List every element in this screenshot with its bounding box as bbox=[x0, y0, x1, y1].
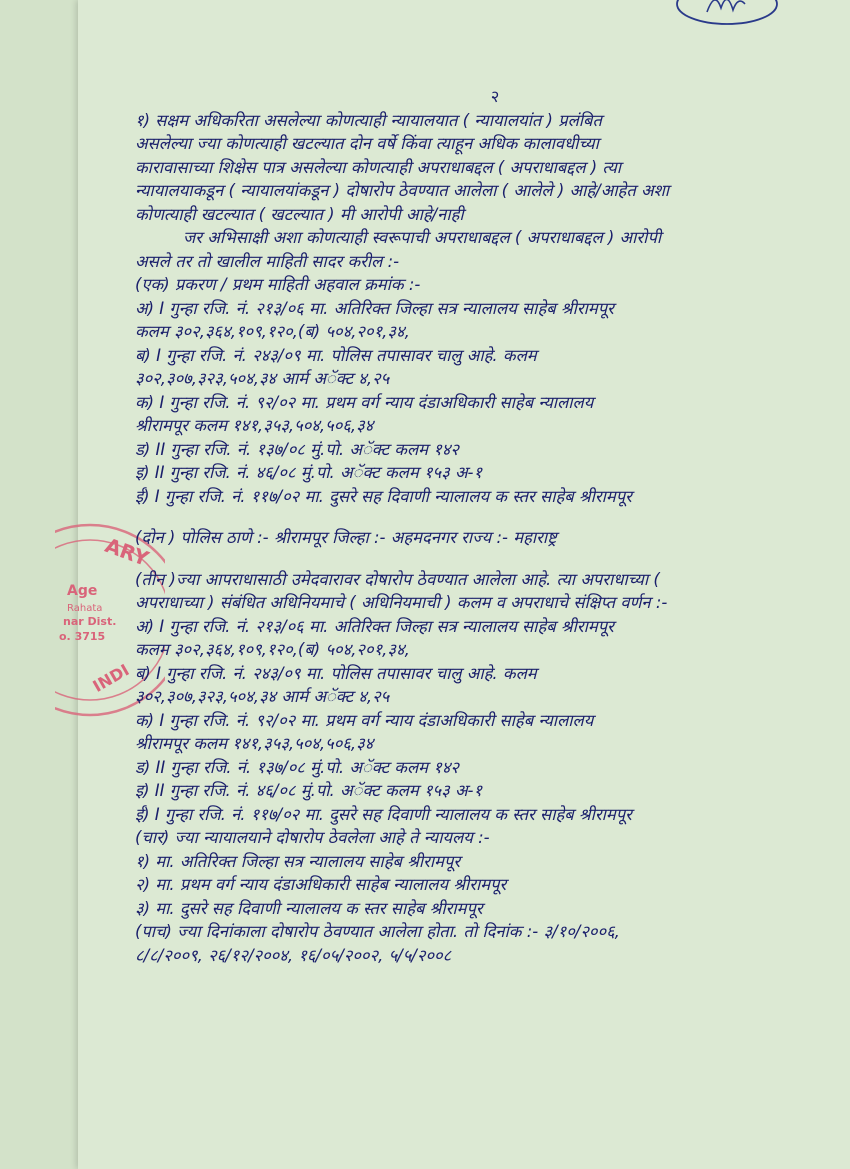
case-item: अ) I गुन्हा रजि. नं. २१३/०६ मा. अतिरिक्त जिल्हा सत्र न्यालालय साहेब श्रीरामपूर bbox=[135, 298, 614, 318]
section-five-line: (पाच) ज्या दिनांकाला दोषारोप ठेवण्यात आलेला होता. तो दिनांक :- ३/१०/२००६, bbox=[135, 922, 620, 941]
case-item: श्रीरामपूर कलम १४१,३५३,५०४,५०६,३४ bbox=[135, 416, 374, 435]
section-two-police-station: (दोन ) पोलिस ठाणे :- श्रीरामपूर जिल्हा :- अहमदनगर राज्य :- महाराष्ट्र bbox=[135, 528, 557, 547]
case-item: ड) II गुन्हा रजि. नं. १३७/०८ मुं.पो. अॅक्ट कलम १४२ bbox=[135, 439, 460, 459]
case-item: इ) II गुन्हा रजि. नं. ४६/०८ मुं.पो. अॅक्ट कलम १५३ अ-१ bbox=[135, 781, 483, 800]
intro-line: १) सक्षम अधिकरिता असलेल्या कोणत्याही न्यायालयात ( न्यायालयांत ) प्रलंबित bbox=[135, 110, 602, 130]
section-five bbox=[135, 920, 795, 967]
case-item: कलम ३०२,३६४,१०९,१२०,(ब) ५०४,२०१,३४, bbox=[135, 322, 410, 341]
document-body bbox=[135, 85, 795, 967]
intro-line: कारावासाच्या शिक्षेस पात्र असलेल्या कोणत्याही अपराधाबद्दल ( अपराधाबद्दल ) त्या bbox=[135, 157, 622, 177]
stamp-text-top: ARY bbox=[102, 533, 152, 571]
court-item: २) मा. प्रथम वर्ग न्याय दंडाअधिकारी साहेब न्यालालय श्रीरामपूर bbox=[135, 875, 507, 894]
page-number: २ bbox=[490, 87, 500, 106]
para2-line: असले तर तो खालील माहिती सादर करील :- bbox=[135, 251, 400, 271]
case-item: ब) I गुन्हा रजि. नं. २४३/०९ मा. पोलिस तपासावर चालु आहे. कलम bbox=[135, 663, 537, 683]
intro-line: कोणत्याही खटल्यात ( खटल्यात ) मी आरोपी आहे/नाही bbox=[135, 204, 464, 224]
stamp-text-bottom: INDI bbox=[89, 660, 133, 696]
case-item: श्रीरामपूर कलम १४१,३५३,५०४,५०६,३४ bbox=[135, 734, 374, 753]
case-item: ३०२,३०७,३२३,५०४,३४ आर्म अॅक्ट ४,२५ bbox=[135, 369, 390, 388]
court-item: १) मा. अतिरिक्त जिल्हा सत्र न्यालालय साहेब श्रीरामपूर bbox=[135, 851, 461, 871]
para2-line: जर अभिसाक्षी अशा कोणत्याही स्वरूपाची अपराधाबद्दल ( अपराधाबद्दल ) आरोपी bbox=[183, 228, 662, 247]
intro-line: न्यायालयाकडून ( न्यायालयांकडून ) दोषारोप ठेवण्यात आलेला ( आलेले ) आहे/आहेत अशा bbox=[135, 181, 670, 200]
section-three-title: अपराधाच्या ) संबंधित अधिनियमाचे ( अधिनियमाची ) कलम व अपराधाचे संक्षिप्त वर्णन :- bbox=[135, 593, 668, 612]
case-item: ३०२,३०७,३२३,५०४,३४ आर्म अॅक्ट ४,२५ bbox=[135, 687, 390, 706]
case-item: क) I गुन्हा रजि. नं. ९२/०२ मा. प्रथम वर्ग न्याय दंडाअधिकारी साहेब न्यालालय bbox=[135, 392, 594, 412]
handwritten-circle-mark bbox=[672, 0, 782, 30]
case-item: क) I गुन्हा रजि. नं. ९२/०२ मा. प्रथम वर्ग न्याय दंडाअधिकारी साहेब न्यालालय bbox=[135, 710, 594, 730]
case-item: इ) II गुन्हा रजि. नं. ४६/०८ मुं.पो. अॅक्ट कलम १५३ अ-१ bbox=[135, 463, 483, 482]
case-item: कलम ३०२,३६४,१०९,१२०,(ब) ५०४,२०१,३४, bbox=[135, 640, 410, 659]
case-item: ई) I गुन्हा रजि. नं. ११७/०२ मा. दुसरे सह दिवाणी न्यालालय क स्तर साहेब श्रीरामपूर bbox=[135, 804, 632, 824]
stamp-text-dist: nar Dist. bbox=[63, 615, 117, 628]
section-three-title: (तीन )ज्या आपराधासाठी उमेदवारावर दोषारोप ठेवण्यात आलेला आहे. त्या अपराधाच्या ( bbox=[135, 569, 660, 589]
court-item: ३) मा. दुसरे सह दिवाणी न्यालालय क स्तर साहेब श्रीरामपूर bbox=[135, 898, 483, 918]
section-three bbox=[135, 568, 795, 827]
case-item: अ) I गुन्हा रजि. नं. २१३/०६ मा. अतिरिक्त जिल्हा सत्र न्यालालय साहेब श्रीरामपूर bbox=[135, 616, 614, 636]
stamp-text-number: o. 3715 bbox=[59, 630, 106, 643]
section-one bbox=[135, 273, 795, 508]
section-four-title: (चार) ज्या न्यायालयाने दोषारोप ठेवलेला आहे ते न्यायलय :- bbox=[135, 828, 490, 847]
case-item: ई) I गुन्हा रजि. नं. ११७/०२ मा. दुसरे सह दिवाणी न्यालालय क स्तर साहेब श्रीरामपूर bbox=[135, 486, 632, 506]
case-item: ब) I गुन्हा रजि. नं. २४३/०९ मा. पोलिस तपासावर चालु आहे. कलम bbox=[135, 345, 537, 365]
case-item: ड) II गुन्हा रजि. नं. १३७/०८ मुं.पो. अॅक्ट कलम १४२ bbox=[135, 757, 460, 777]
second-paragraph bbox=[135, 226, 795, 273]
section-five-line: ८/८/२००९, २६/१२/२००४, १६/०५/२००२, ५/५/२००८ bbox=[135, 945, 452, 965]
section-one-title: (एक) प्रकरण / प्रथम माहिती अहवाल क्रमांक :- bbox=[135, 275, 421, 294]
intro-paragraph bbox=[135, 109, 795, 227]
section-four bbox=[135, 826, 795, 920]
intro-line: असलेल्या ज्या कोणत्याही खटल्यात दोन वर्षे किंवा त्याहून अधिक कालावधीच्या bbox=[135, 134, 599, 153]
stamp-text-rahata: Rahata bbox=[67, 603, 103, 614]
stamp-text-age: Age bbox=[67, 583, 98, 599]
